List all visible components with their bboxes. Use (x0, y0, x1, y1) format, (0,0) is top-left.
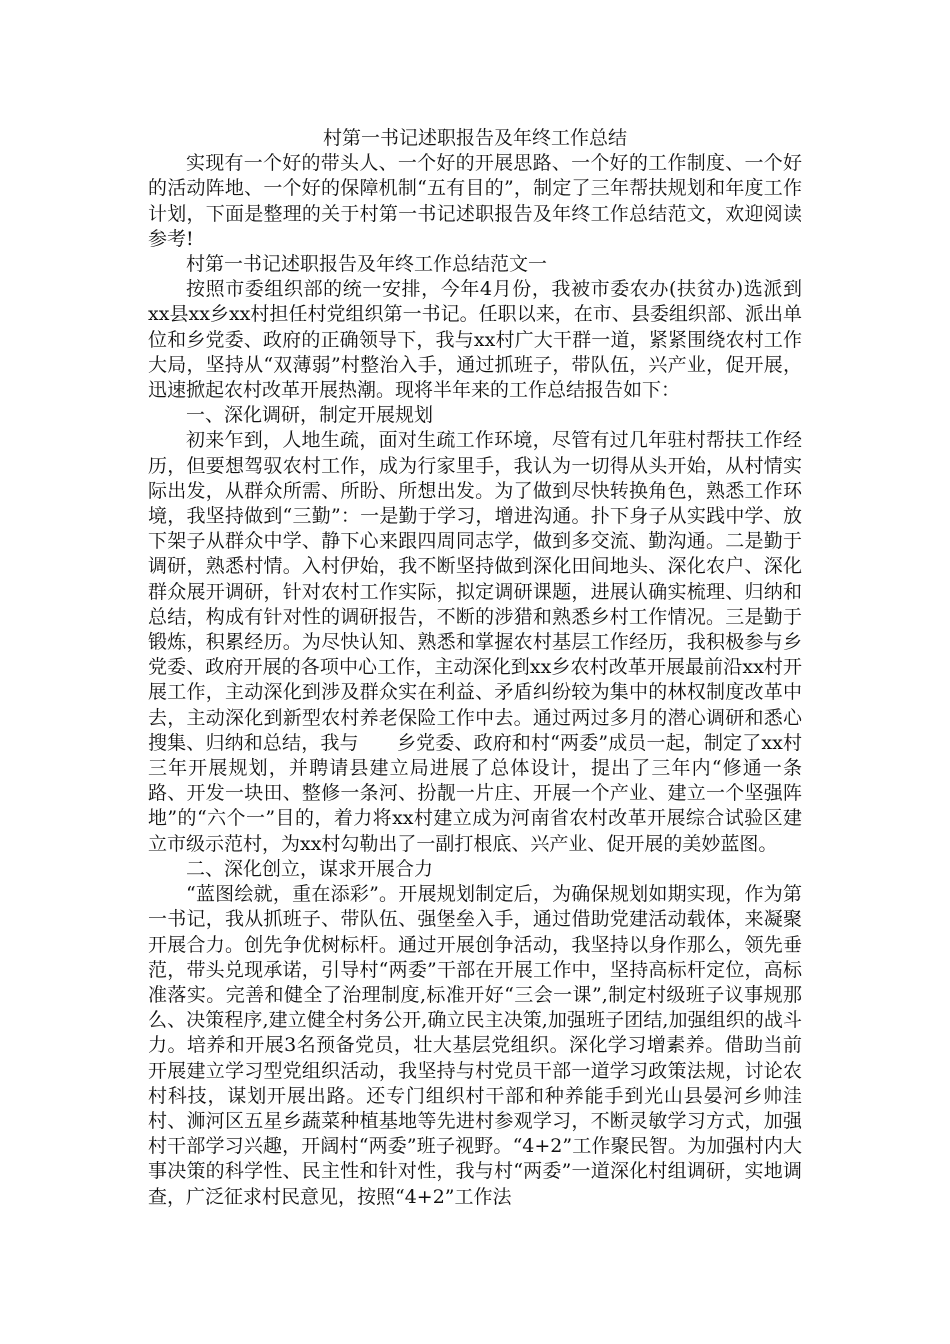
intro-paragraph: 实现有一个好的带头人、一个好的开展思路、一个好的工作制度、一个好的活动阵地、一个好的保障机制“五有目的”，制定了三年帮扶规划和年度工作计划，下面是整理的关于村第一书记述职报告及年终工作总结范文，欢迎阅读参考! (148, 152, 802, 250)
paragraph-1: 按照市委组织部的统一安排，今年4月份，我被市委农办(扶贫办)选派到xx县xx乡xx村担任村党组织第一书记。任职以来，在市、县委组织部、派出单位和乡党委、政府的正确领导下，我与xx村广大干群一道，紧紧围绕农村工作大局，坚持从“双薄弱”村整治入手，通过抓班子，带队伍，兴产业，促开展，迅速掀起农村改革开展热潮。现将半年来的工作总结报告如下： (148, 278, 802, 402)
heading-1: 一、深化调研，制定开展规划 (186, 404, 434, 427)
paragraph-2: 初来乍到，人地生疏，面对生疏工作环境，尽管有过几年驻村帮扶工作经历，但要想驾驭农村工作，成为行家里手，我认为一切得从头开始，从村情实际出发，从群众所需、所盼、所想出发。为了做到尽快转换角色，熟悉工作环境，我坚持做到“三勤”：一是勤于学习，增进沟通。扑下身子从实践中学、放下架子从群众中学、静下心来跟四周同志学，做到多交流、勤沟通。二是勤于调研，熟悉村情。入村伊始，我不断坚持做到深化田间地头、深化农户、深化群众展开调研，针对农村工作实际，拟定调研课题，进展认确实梳理、归纳和总结，构成有针对性的调研报告，不断的涉猎和熟悉乡村工作情况。三是勤于锻炼，积累经历。为尽快认知、熟悉和掌握农村基层工作经历，我积极参与乡党委、政府开展的各项中心工作，主动深化到xx乡农村改革开展最前沿xx村开展工作，主动深化到涉及群众实在利益、矛盾纠纷较为集中的林权制度改革中去，主动深化到新型农村养老保险工作中去。通过两过多月的潜心调研和悉心搜集、归纳和总结，我与 乡党委、政府和村“两委”成员一起，制定了xx村三年开展规划，并聘请县建立局进展了总体设计，提出了三年内“修通一条路、开发一块田、整修一条河、扮靓一片庄、开展一个产业、建立一个坚强阵地”的“六个一”目的，着力将xx村建立成为河南省农村改革开展综合试验区建立市级示范村，为xx村勾勒出了一副打根底、兴产业、促开展的美妙蓝图。 (148, 429, 802, 855)
document-page (148, 126, 802, 1210)
document-title: 村第一书记述职报告及年终工作总结 (322, 127, 627, 149)
paragraph-3: “蓝图绘就，重在添彩”。开展规划制定后，为确保规划如期实现，作为第一书记，我从抓班子、带队伍、强堡垒入手，通过借助党建活动载体，来凝聚开展合力。创先争优树标杆。通过开展创争活动，我坚持以身作那么，领先垂范，带头兑现承诺，引导村“两委”干部在开展工作中，坚持高标杆定位，高标准落实。完善和健全了治理制度,标准开好“三会一课”,制定村级班子议事规那么、决策程序,建立健全村务公开,确立民主决策,加强班子团结,加强组织的战斗力。培养和开展3名预备党员，壮大基层党组织。深化学习增素养。借助当前开展建立学习型党组织活动，我坚持与村党员干部一道学习政策法规，讨论农村科技，谋划开展出路。还专门组织村干部和种养能手到光山县晏河乡帅洼村、浉河区五星乡蔬菜种植基地等先进村参观学习，不断灵敏学习方式，加强村干部学习兴趣，开阔村“两委”班子视野。“4+2”工作聚民智。为加强村内大事决策的科学性、民主性和针对性，我与村“两委”一道深化村组调研，实地调查，广泛征求村民意见，按照“4+2”工作法 (148, 883, 802, 1208)
heading-2: 二、深化创立，谋求开展合力 (186, 857, 434, 880)
section-title: 村第一书记述职报告及年终工作总结范文一 (186, 253, 548, 276)
